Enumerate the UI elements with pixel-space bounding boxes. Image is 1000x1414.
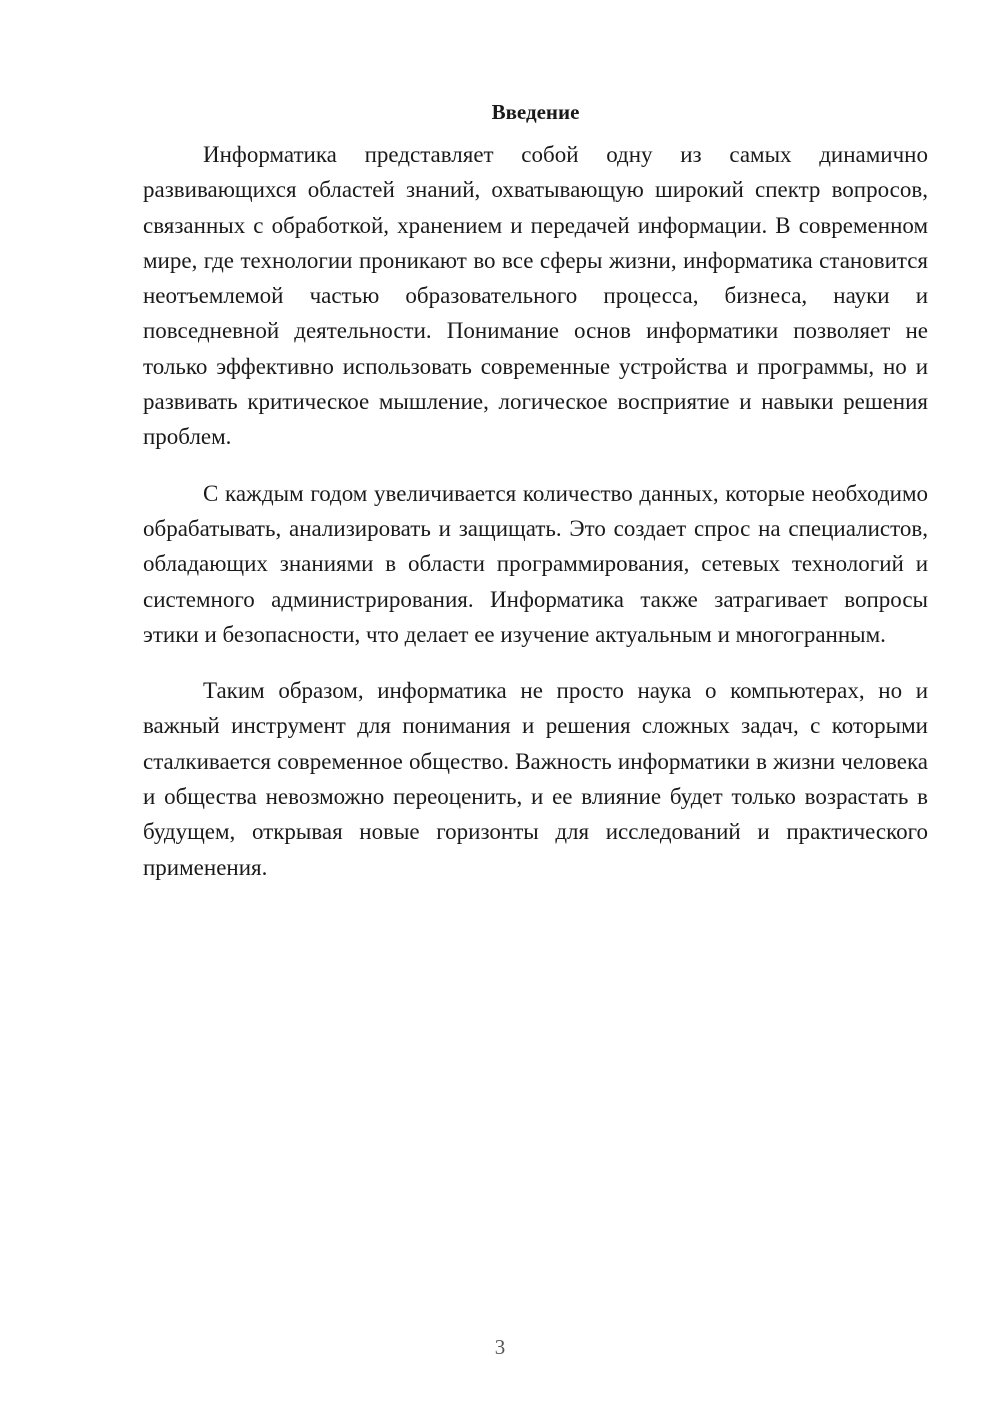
paragraph-2: С каждым годом увеличивается количество данных, которые необходимо обрабатывать, анализировать и защищать. Это создает спрос на специалистов, обладающих знаниями в области программирования, сетевых технологий и системного администрирования. Информатика также затрагивает вопросы этики и безопасности, что делает ее изучение актуальным и многогранным. [143, 480, 928, 647]
paragraph-3: Таким образом, информатика не просто наука о компьютерах, но и важный инструмент для понимания и решения сложных задач, с которыми сталкивается современное общество. Важность информатики в жизни человека и общества невозможно переоценить, и ее влияние будет только возрастать в будущем, открывая новые горизонты для исследований и практического применения. [143, 678, 928, 880]
page-content [143, 97, 928, 906]
page-number: 3 [494, 1335, 506, 1359]
paragraph-1: Информатика представляет собой одну из самых динамично развивающихся областей знаний, охватывающую широкий спектр вопросов, связанных с обработкой, хранением и передачей информации. В современном мире, где технологии проникают во все сферы жизни, информатика становится неотъемлемой частью образовательного процесса, бизнеса, науки и повседневной деятельности. Понимание основ информатики позволяет не только эффективно использовать современные устройства и программы, но и развивать критическое мышление, логическое восприятие и навыки решения проблем. [143, 142, 928, 450]
section-title: Введение [491, 100, 580, 124]
